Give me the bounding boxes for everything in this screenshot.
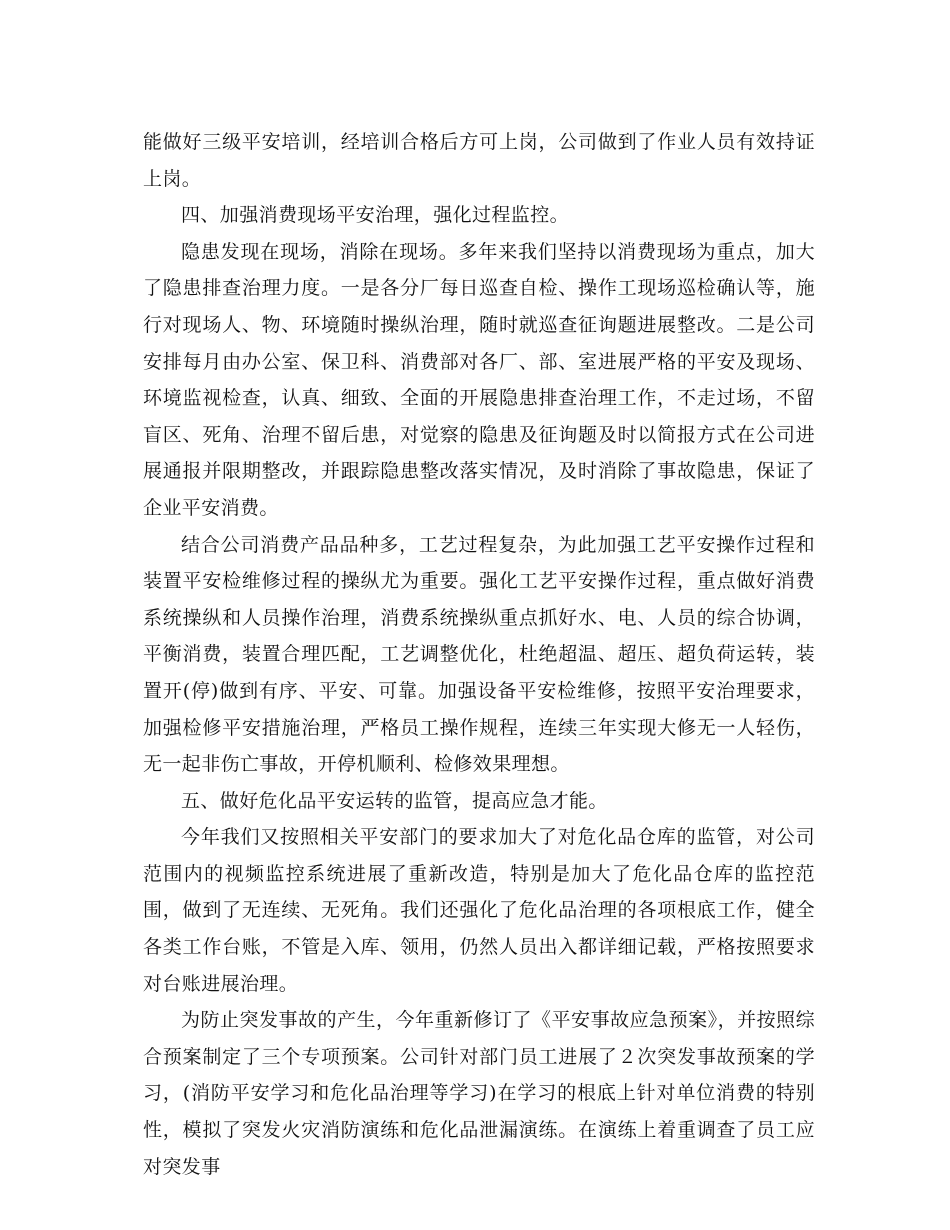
document-body [143, 124, 815, 1185]
section-heading-four: 四、加强消费现场平安治理，强化过程监控。 [181, 204, 570, 227]
paragraph-process-safety: 结合公司消费产品品种多，工艺过程复杂，为此加强工艺平安操作过程和装置平安检维修过程的操纵尤为重要。强化工艺平安操作过程，重点做好消费系统操纵和人员操作治理，消费系统操纵重点抓好水、电、人员的综合协调，平衡消费，装置合理匹配，工艺调整优化，杜绝超温、超压、超负荷运转，装置开(停)做到有序、平安、可靠。加强设备平安检维修，按照平安治理要求，加强检修平安措施治理，严格员工操作规程，连续三年实现大修无一人轻伤，无一起非伤亡事故，开停机顺利、检修效果理想。 [143, 533, 815, 776]
paragraph-hazard-inspection: 隐患发现在现场，消除在现场。多年来我们坚持以消费现场为重点，加大了隐患排查治理力度。一是各分厂每日巡查自检、操作工现场巡检确认等，施行对现场人、物、环境随时操纵治理，随时就巡查征询题进展整改。二是公司安排每月由办公室、保卫科、消费部对各厂、部、室进展严格的平安及现场、环境监视检查，认真、细致、全面的开展隐患排查治理工作，不走过场，不留盲区、死角、治理不留后患，对觉察的隐患及征询题及时以简报方式在公司进展通报并限期整改，并跟踪隐患整改落实情况，及时消除了事故隐患，保证了企业平安消费。 [143, 240, 815, 519]
paragraph-hazardous-chemicals: 今年我们又按照相关平安部门的要求加大了对危化品仓库的监管，对公司范围内的视频监控系统进展了重新改造，特别是加大了危化品仓库的监控范围，做到了无连续、无死角。我们还强化了危化品治理的各项根底工作，健全各类工作台账，不管是入库、领用，仍然人员出入都详细记载，严格按照要求对台账进展治理。 [143, 826, 815, 995]
paragraph-emergency-plan: 为防止突发事故的产生，今年重新修订了《平安事故应急预案》，并按照综合预案制定了三个专项预案。公司针对部门员工进展了２次突发事故预案的学习，(消防平安学习和危化品治理等学习)在学习的根底上针对单位消费的特别性，模拟了突发火灾消防演练和危化品泄漏演练。在演练上着重调查了员工应对突发事 [143, 1009, 815, 1178]
section-heading-five: 五、做好危化品平安运转的监管，提高应急才能。 [181, 789, 608, 812]
paragraph-continuation: 能做好三级平安培训，经培训合格后方可上岗，公司做到了作业人员有效持证上岗。 [143, 131, 815, 190]
